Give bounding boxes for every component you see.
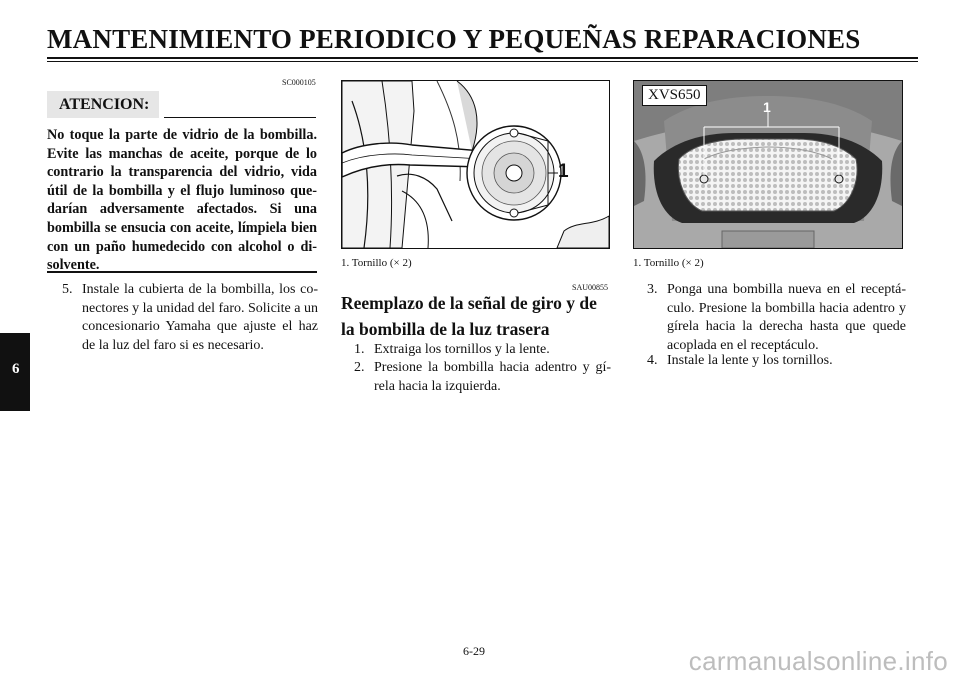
step-2 <box>354 359 611 396</box>
section-doc-code: SAU00855 <box>572 283 609 292</box>
step-1-number: 1. <box>354 342 365 357</box>
step-3-text: Ponga una bombilla nueva en el receptá-culo. Presione la bombilla hacia adentro y gírela hacia la derecha hasta que quede acoplada en el receptáculo. <box>667 282 906 353</box>
page-title: MANTENIMIENTO PERIODICO Y PEQUEÑAS REPARACIONES <box>47 24 861 54</box>
chapter-tab-label: 6 <box>12 361 20 377</box>
taillight-caption: 1. Tornillo (× 2) <box>633 257 704 269</box>
step-4-text: Instale la lente y los tornillos. <box>667 353 833 368</box>
step-4-number: 4. <box>647 353 658 368</box>
headlight-callout-label: 1 <box>558 161 569 182</box>
warning-end-rule <box>47 271 317 273</box>
step-3-number: 3. <box>647 282 658 297</box>
attention-label: ATENCION: <box>59 96 150 113</box>
chapter-tab <box>0 333 30 411</box>
step-5-text: Instale la cubierta de la bombilla, los co-nectores y la unidad del faro. Solicite a un concesionario Yamaha que ajuste el haz de la luz del faro si es necesario. <box>82 282 318 353</box>
headlight-photo <box>341 80 610 249</box>
step-5 <box>62 281 318 355</box>
header-rule <box>47 57 918 62</box>
step-2-text: Presione la bombilla hacia adentro y gí-rela hacia la izquierda. <box>374 360 611 394</box>
step-2-number: 2. <box>354 360 365 375</box>
taillight-photo <box>633 80 903 249</box>
section-title: Reemplazo de la señal de giro y de la bombilla de la luz trasera <box>341 293 597 339</box>
watermark: carmanualsonline.info <box>688 646 948 676</box>
model-tag: XVS650 <box>642 85 707 106</box>
taillight-callout-label: 1 <box>763 99 771 115</box>
page-number: 6-29 <box>463 644 485 658</box>
step-5-number: 5. <box>62 282 73 297</box>
attention-rule <box>164 117 316 118</box>
left-doc-code: SC000105 <box>282 78 316 87</box>
step-1-text: Extraiga los tornillos y la lente. <box>374 342 550 357</box>
step-4 <box>647 352 906 371</box>
step-3 <box>647 281 906 355</box>
attention-badge <box>47 91 159 118</box>
headlight-caption: 1. Tornillo (× 2) <box>341 257 412 269</box>
step-1 <box>354 341 611 360</box>
warning-text: No toque la parte de vidrio de la bombilla. Evite las manchas de aceite, porque de lo contrario la transparencia del vidrio, vida útil de la bombilla y el flujo luminoso que-darían adversamente afectados. Si una bombilla se ensucia con aceite, límpiela bien con un paño humedecido con alcohol o di-solvente. <box>47 127 317 274</box>
